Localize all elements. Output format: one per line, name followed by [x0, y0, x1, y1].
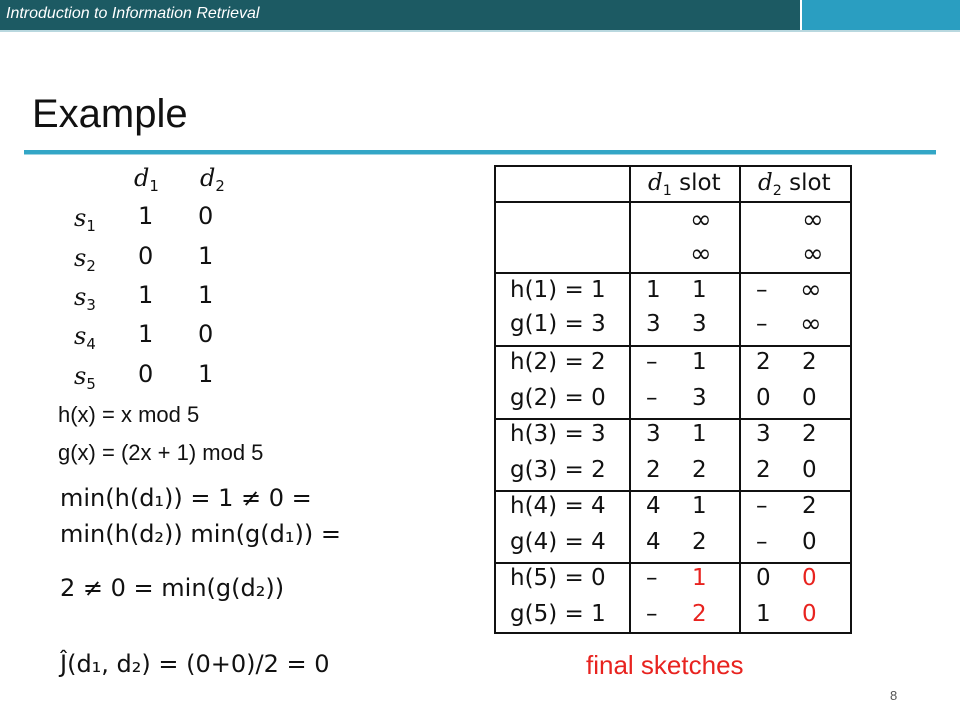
table-row-label: h(4) = 4	[510, 493, 606, 519]
table-cell: ∞	[690, 239, 712, 269]
title-rule-shadow	[24, 154, 936, 155]
matrix-cell: 1	[198, 360, 214, 388]
final-sketches-caption: final sketches	[586, 650, 744, 680]
final-sketch-value: 1	[692, 565, 707, 591]
header-divider	[0, 30, 960, 32]
table-cell: –	[756, 311, 768, 337]
table-row-divider	[494, 201, 852, 203]
course-title: Introduction to Information Retrieval	[6, 5, 260, 22]
table-row-label: g(2) = 0	[510, 385, 606, 411]
table-cell: 0	[802, 385, 817, 411]
table-row-divider	[494, 345, 852, 347]
final-sketch-value: 0	[802, 601, 817, 627]
table-cell: –	[646, 385, 658, 411]
final-sketch-value: 0	[802, 565, 817, 591]
table-cell: 3	[692, 385, 707, 411]
table-cell: 3	[692, 311, 707, 337]
table-cell: 2	[756, 457, 771, 483]
table-cell: 0	[802, 529, 817, 555]
table-cell: 2	[802, 493, 817, 519]
table-cell: 4	[646, 493, 661, 519]
matrix-row-label: $s_2$	[74, 244, 96, 276]
hash-function-g: g(x) = (2x + 1) mod 5	[58, 440, 264, 465]
matrix-cell: 0	[198, 202, 214, 230]
table-cell: 3	[756, 421, 771, 447]
hash-function-h: h(x) = x mod 5	[58, 402, 200, 427]
table-cell: 1	[692, 421, 707, 447]
table-cell: ∞	[690, 205, 712, 235]
table-row-divider	[494, 272, 852, 274]
table-cell: –	[756, 493, 768, 519]
table-cell: 1	[692, 349, 707, 375]
matrix-cell: 0	[138, 360, 154, 388]
table-cell: 0	[756, 385, 771, 411]
table-cell: 3	[646, 421, 661, 447]
table-cell: 1	[756, 601, 771, 627]
table-row-label: g(5) = 1	[510, 601, 606, 627]
table-row-divider	[494, 490, 852, 492]
equation-line-2: min(h(d₂)) min(g(d₁)) =	[60, 520, 341, 548]
table-row-divider	[494, 418, 852, 420]
matrix-cell: 1	[198, 242, 214, 270]
table-row-label: g(1) = 3	[510, 311, 606, 337]
table-cell: 1	[646, 277, 661, 303]
matrix-row-label: $s_3$	[74, 283, 96, 315]
equation-line-3: 2 ≠ 0 = min(g(d₂))	[60, 574, 285, 602]
table-row-label: g(3) = 2	[510, 457, 606, 483]
jaccard-estimate: Ĵ(d₁, d₂) = (0+0)/2 = 0	[60, 650, 330, 678]
table-cell: 4	[646, 529, 661, 555]
page-number: 8	[890, 688, 898, 703]
table-row-divider	[494, 562, 852, 564]
final-sketch-value: 2	[692, 601, 707, 627]
table-cell: –	[646, 349, 658, 375]
header-accent-bar	[802, 0, 960, 30]
table-cell: ∞	[802, 205, 824, 235]
table-row-label: h(2) = 2	[510, 349, 606, 375]
table-cell: 2	[646, 457, 661, 483]
table-cell: 2	[692, 457, 707, 483]
table-cell: 2	[802, 421, 817, 447]
table-cell: ∞	[800, 309, 822, 339]
table-row-label: h(5) = 0	[510, 565, 606, 591]
table-cell: 2	[692, 529, 707, 555]
table-cell: 2	[756, 349, 771, 375]
matrix-cell: 1	[138, 320, 154, 348]
sketch-table	[494, 165, 852, 634]
table-cell: 1	[692, 277, 707, 303]
matrix-row-label: $s_5$	[74, 362, 96, 394]
matrix-cell: 1	[138, 202, 154, 230]
table-header-d2: $d_2$ slot	[758, 170, 831, 199]
table-cell: 3	[646, 311, 661, 337]
matrix-cell: 0	[198, 320, 214, 348]
matrix-row-label: $s_1$	[74, 204, 96, 236]
table-cell: –	[756, 529, 768, 555]
matrix-cell: 0	[138, 242, 154, 270]
slide-title: Example	[32, 92, 188, 136]
table-cell: 0	[802, 457, 817, 483]
table-header-d1: $d_1$ slot	[648, 170, 721, 199]
table-row-label: g(4) = 4	[510, 529, 606, 555]
table-cell: 0	[756, 565, 771, 591]
matrix-col-d1: $d_1$	[134, 164, 159, 196]
table-cell: –	[756, 277, 768, 303]
table-row-label: h(1) = 1	[510, 277, 606, 303]
matrix-col-d2: $d_2$	[200, 164, 225, 196]
table-row-label: h(3) = 3	[510, 421, 606, 447]
table-cell: 2	[802, 349, 817, 375]
matrix-cell: 1	[198, 281, 214, 309]
table-cell: ∞	[802, 239, 824, 269]
matrix-cell: 1	[138, 281, 154, 309]
table-cell: ∞	[800, 275, 822, 305]
equation-line-1: min(h(d₁)) = 1 ≠ 0 =	[60, 484, 312, 512]
table-cell: –	[646, 565, 658, 591]
table-cell: –	[646, 601, 658, 627]
table-cell: 1	[692, 493, 707, 519]
matrix-row-label: $s_4$	[74, 322, 96, 354]
